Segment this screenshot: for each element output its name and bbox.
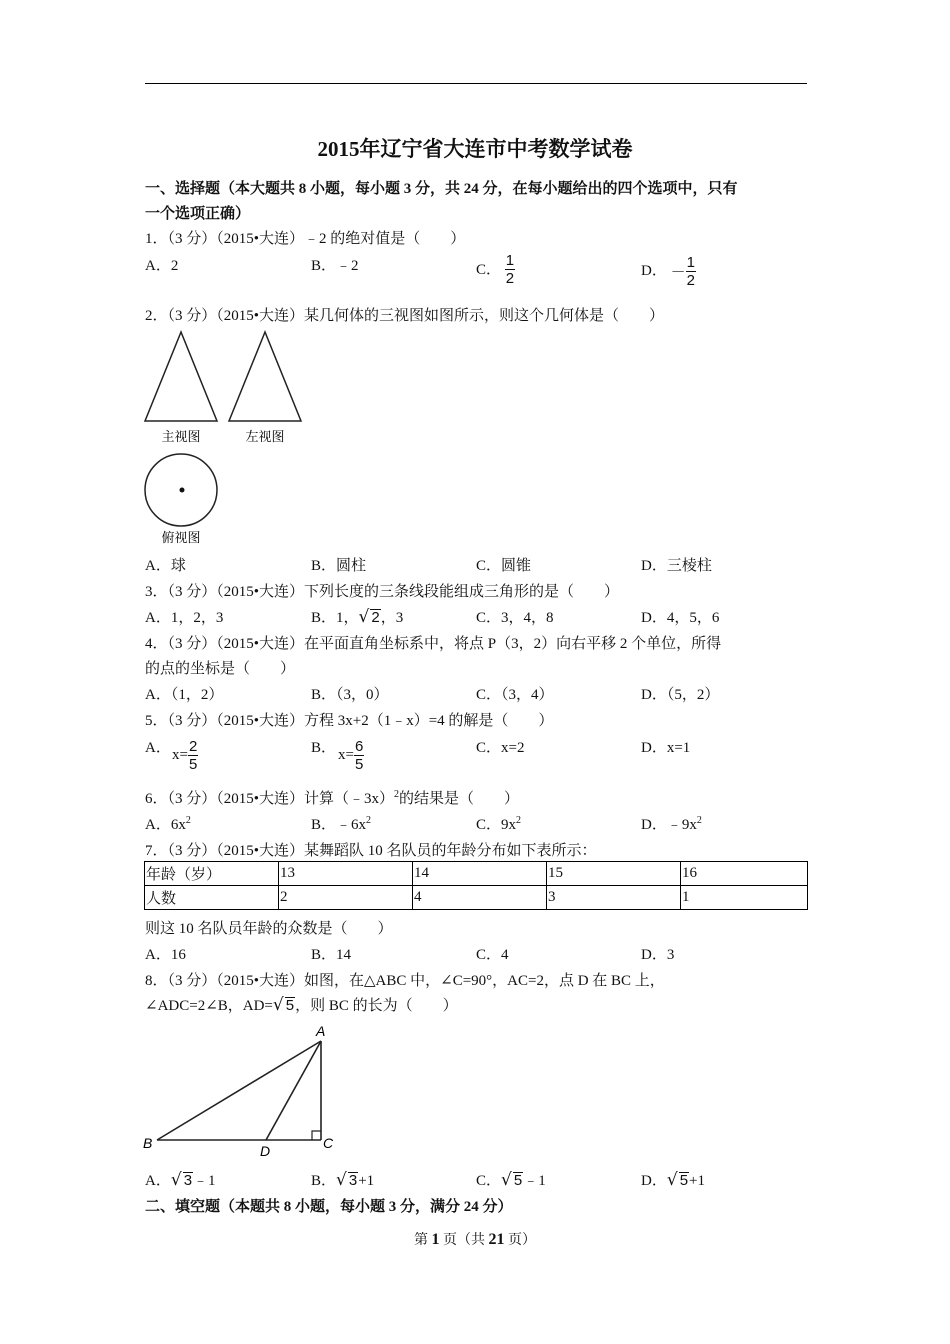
q6-option-c-text: C．9x — [476, 817, 517, 833]
q2-option-a: A．球 — [145, 558, 186, 574]
q1-option-a: A．2 — [145, 258, 179, 274]
q5-option-b-value — [338, 738, 364, 773]
q8-option-d — [641, 1169, 705, 1190]
q5-stem: 5．（3 分）（2015•大连）方程 3x+2（1﹣x）=4 的解是（ ） — [145, 713, 554, 729]
q8-option-c-label: C． — [476, 1173, 502, 1189]
vertex-label-d: D — [260, 1143, 271, 1159]
section1-heading-line2: 一个选项正确） — [145, 206, 251, 222]
radicand: 5 — [679, 1172, 689, 1189]
q3-stem: 3．（3 分）（2015•大连）下列长度的三条线段能组成三角形的是（ ） — [145, 584, 620, 600]
q2-stem: 2．（3 分）（2015•大连）某几何体的三视图如图所示，则这个几何体是（ ） — [145, 308, 665, 324]
side-view-label: 左视图 — [245, 429, 285, 444]
q1-option-d-label: D． — [641, 262, 667, 279]
q3-option-b — [311, 606, 403, 627]
fraction-numerator: 6 — [354, 738, 364, 755]
q8-option-c-suffix: ﹣1 — [523, 1173, 546, 1189]
fraction-denominator: 2 — [505, 270, 515, 287]
q2-option-d: D．三棱柱 — [641, 558, 712, 574]
exponent: 2 — [185, 815, 191, 826]
q8-stem-line2 — [145, 994, 458, 1015]
section2-heading: 二、填空题（本题共 8 小题，每小题 3 分，满分 24 分） — [145, 1199, 513, 1215]
total-page-count: 21 — [488, 1231, 505, 1248]
radicand: 3 — [183, 1172, 193, 1189]
q5-option-b-fraction — [354, 738, 364, 773]
radicand: 3 — [348, 1172, 358, 1189]
table-row — [145, 862, 808, 886]
section1-heading-line1: 一、选择题（本大题共 8 小题，每小题 3 分，共 24 分，在每小题给出的四个选项中，只有 — [145, 181, 738, 197]
vertex-label-c: C — [323, 1135, 334, 1151]
q4-stem-line1: 4．（3 分）（2015•大连）在平面直角坐标系中，将点 P（3，2）向右平移 2 个单位，所得 — [145, 636, 722, 652]
q8-option-d-label: D． — [641, 1173, 667, 1189]
q6-option-d-text: D．﹣9x — [641, 817, 697, 833]
triangle-figure — [140, 1020, 345, 1162]
q6-stem — [145, 787, 519, 808]
q6-option-c — [476, 813, 521, 834]
x-equals: x= — [172, 747, 188, 763]
q8-option-b — [311, 1169, 374, 1190]
right-angle-mark — [312, 1131, 321, 1140]
top-view-center-dot — [180, 488, 185, 493]
page-footer — [0, 1229, 950, 1249]
front-view-label: 主视图 — [161, 429, 201, 444]
q7-question: 则这 10 名队员年龄的众数是（ ） — [145, 921, 393, 937]
q8-option-a-suffix: ﹣1 — [193, 1173, 216, 1189]
q5-option-d: D．x=1 — [641, 740, 691, 756]
x-equals: x= — [338, 747, 354, 763]
table-cell: 14 — [413, 862, 547, 886]
fraction-numerator: 1 — [505, 252, 515, 269]
table-cell: 2 — [279, 886, 413, 910]
fraction-numerator: 2 — [188, 738, 198, 755]
radicand: 5 — [513, 1172, 523, 1189]
exponent: 2 — [516, 815, 522, 826]
q6-stem-suffix: 的结果是（ ） — [399, 791, 520, 807]
segment-ad — [266, 1041, 321, 1140]
minus-sign: － — [670, 265, 686, 281]
front-view-triangle — [145, 332, 217, 421]
q1-option-c-fraction — [505, 252, 515, 287]
table-cell: 人数 — [145, 886, 279, 910]
q6-option-b — [311, 813, 371, 834]
q3-option-b-radicand: 2 — [371, 609, 380, 626]
table-cell: 年龄（岁） — [145, 862, 279, 886]
q1-option-d-fraction — [686, 254, 696, 289]
fraction-denominator: 2 — [686, 272, 695, 289]
q1-option-c-label: C． — [476, 261, 502, 278]
q4-option-b: B．（3，0） — [311, 687, 389, 703]
q2-option-c: C．圆锥 — [476, 558, 532, 574]
q8-option-a — [145, 1169, 216, 1190]
q4-option-a: A．（1，2） — [145, 687, 224, 703]
three-views-figure — [140, 328, 310, 550]
fraction-denominator: 5 — [354, 756, 364, 773]
q8-stem-suffix: ，则 BC 的长为（ ） — [295, 998, 458, 1014]
q7-option-a: A．16 — [145, 947, 186, 963]
table-cell: 15 — [547, 862, 681, 886]
vertex-label-a: A — [316, 1023, 326, 1039]
q3-option-c: C．3，4，8 — [476, 610, 554, 626]
table-cell: 13 — [279, 862, 413, 886]
q7-option-d: D．3 — [641, 947, 675, 963]
q4-stem-line2: 的点的坐标是（ ） — [145, 661, 296, 677]
q8-stem-radicand: 5 — [285, 997, 295, 1014]
q8-stem-prefix: ∠ADC=2∠B，AD= — [145, 998, 273, 1014]
radical-sign: √ — [170, 1170, 182, 1190]
table-cell: 16 — [681, 862, 808, 886]
table-cell: 1 — [681, 886, 808, 910]
q6-stem-prefix: 6．（3 分）（2015•大连）计算（﹣3x） — [145, 791, 395, 807]
q3-option-a: A．1，2，3 — [145, 610, 224, 626]
footer-middle: 页（共 — [439, 1233, 489, 1248]
exponent: 2 — [366, 815, 372, 826]
q8-option-c — [476, 1169, 546, 1190]
exponent: 2 — [696, 815, 702, 826]
q6-option-b-text: B．﹣6x — [311, 817, 367, 833]
footer-suffix: 页） — [504, 1233, 536, 1248]
q5-option-a-value — [172, 738, 198, 773]
q1-option-c — [476, 254, 515, 287]
q8-option-b-label: B． — [311, 1173, 337, 1189]
fraction-denominator: 5 — [188, 756, 198, 773]
q6-option-a — [145, 813, 191, 834]
q3-option-d: D．4，5，6 — [641, 610, 720, 626]
q1-stem: 1．（3 分）（2015•大连）﹣2 的绝对值是（ ） — [145, 231, 466, 247]
q8-stem-line1: 8．（3 分）（2015•大连）如图，在△ABC 中，∠C=90°，AC=2，点 D 在 BC 上， — [145, 973, 665, 989]
q5-option-a-fraction — [188, 738, 198, 773]
page-title: 2015年辽宁省大连市中考数学试卷 — [317, 137, 633, 161]
q3-option-b-suffix: ，3 — [380, 610, 404, 626]
radical-sign: √ — [666, 1170, 678, 1190]
q2-option-b: B．圆柱 — [311, 558, 367, 574]
header-rule — [145, 83, 807, 84]
q4-option-c: C．（3，4） — [476, 687, 554, 703]
radical-sign: √ — [272, 995, 284, 1015]
q1-option-b: B．﹣2 — [311, 258, 359, 274]
q4-option-d: D．（5，2） — [641, 687, 720, 703]
q5-option-a-label: A． — [145, 740, 171, 756]
q7-option-c: C．4 — [476, 947, 509, 963]
current-page-number: 1 — [431, 1231, 440, 1248]
q6-option-d — [641, 813, 702, 834]
radical-sign: √ — [336, 1170, 347, 1190]
q8-option-a-label: A． — [145, 1173, 171, 1189]
footer-prefix: 第 — [414, 1233, 432, 1248]
q1-option-d — [641, 254, 696, 289]
radical-sign: √ — [358, 607, 370, 627]
q8-option-b-suffix: +1 — [358, 1173, 375, 1189]
side-view-triangle — [229, 332, 301, 421]
vertex-label-b: B — [143, 1135, 153, 1151]
exponent: 2 — [394, 789, 400, 800]
q8-option-d-suffix: +1 — [689, 1173, 705, 1189]
table-row — [145, 886, 808, 910]
fraction-numerator: 1 — [686, 254, 695, 271]
radical-sign: √ — [501, 1170, 512, 1190]
q7-stem: 7．（3 分）（2015•大连）某舞蹈队 10 名队员的年龄分布如下表所示： — [145, 843, 597, 859]
q3-option-b-prefix: B．1， — [311, 610, 359, 626]
segment-ab — [157, 1041, 321, 1140]
q5-option-b-label: B． — [311, 740, 337, 756]
age-distribution-table — [144, 861, 808, 910]
top-view-label: 俯视图 — [161, 530, 201, 545]
q5-option-c: C．x=2 — [476, 740, 525, 756]
q6-option-a-text: A．6x — [145, 817, 186, 833]
table-cell: 3 — [547, 886, 681, 910]
table-cell: 4 — [413, 886, 547, 910]
q7-option-b: B．14 — [311, 947, 352, 963]
